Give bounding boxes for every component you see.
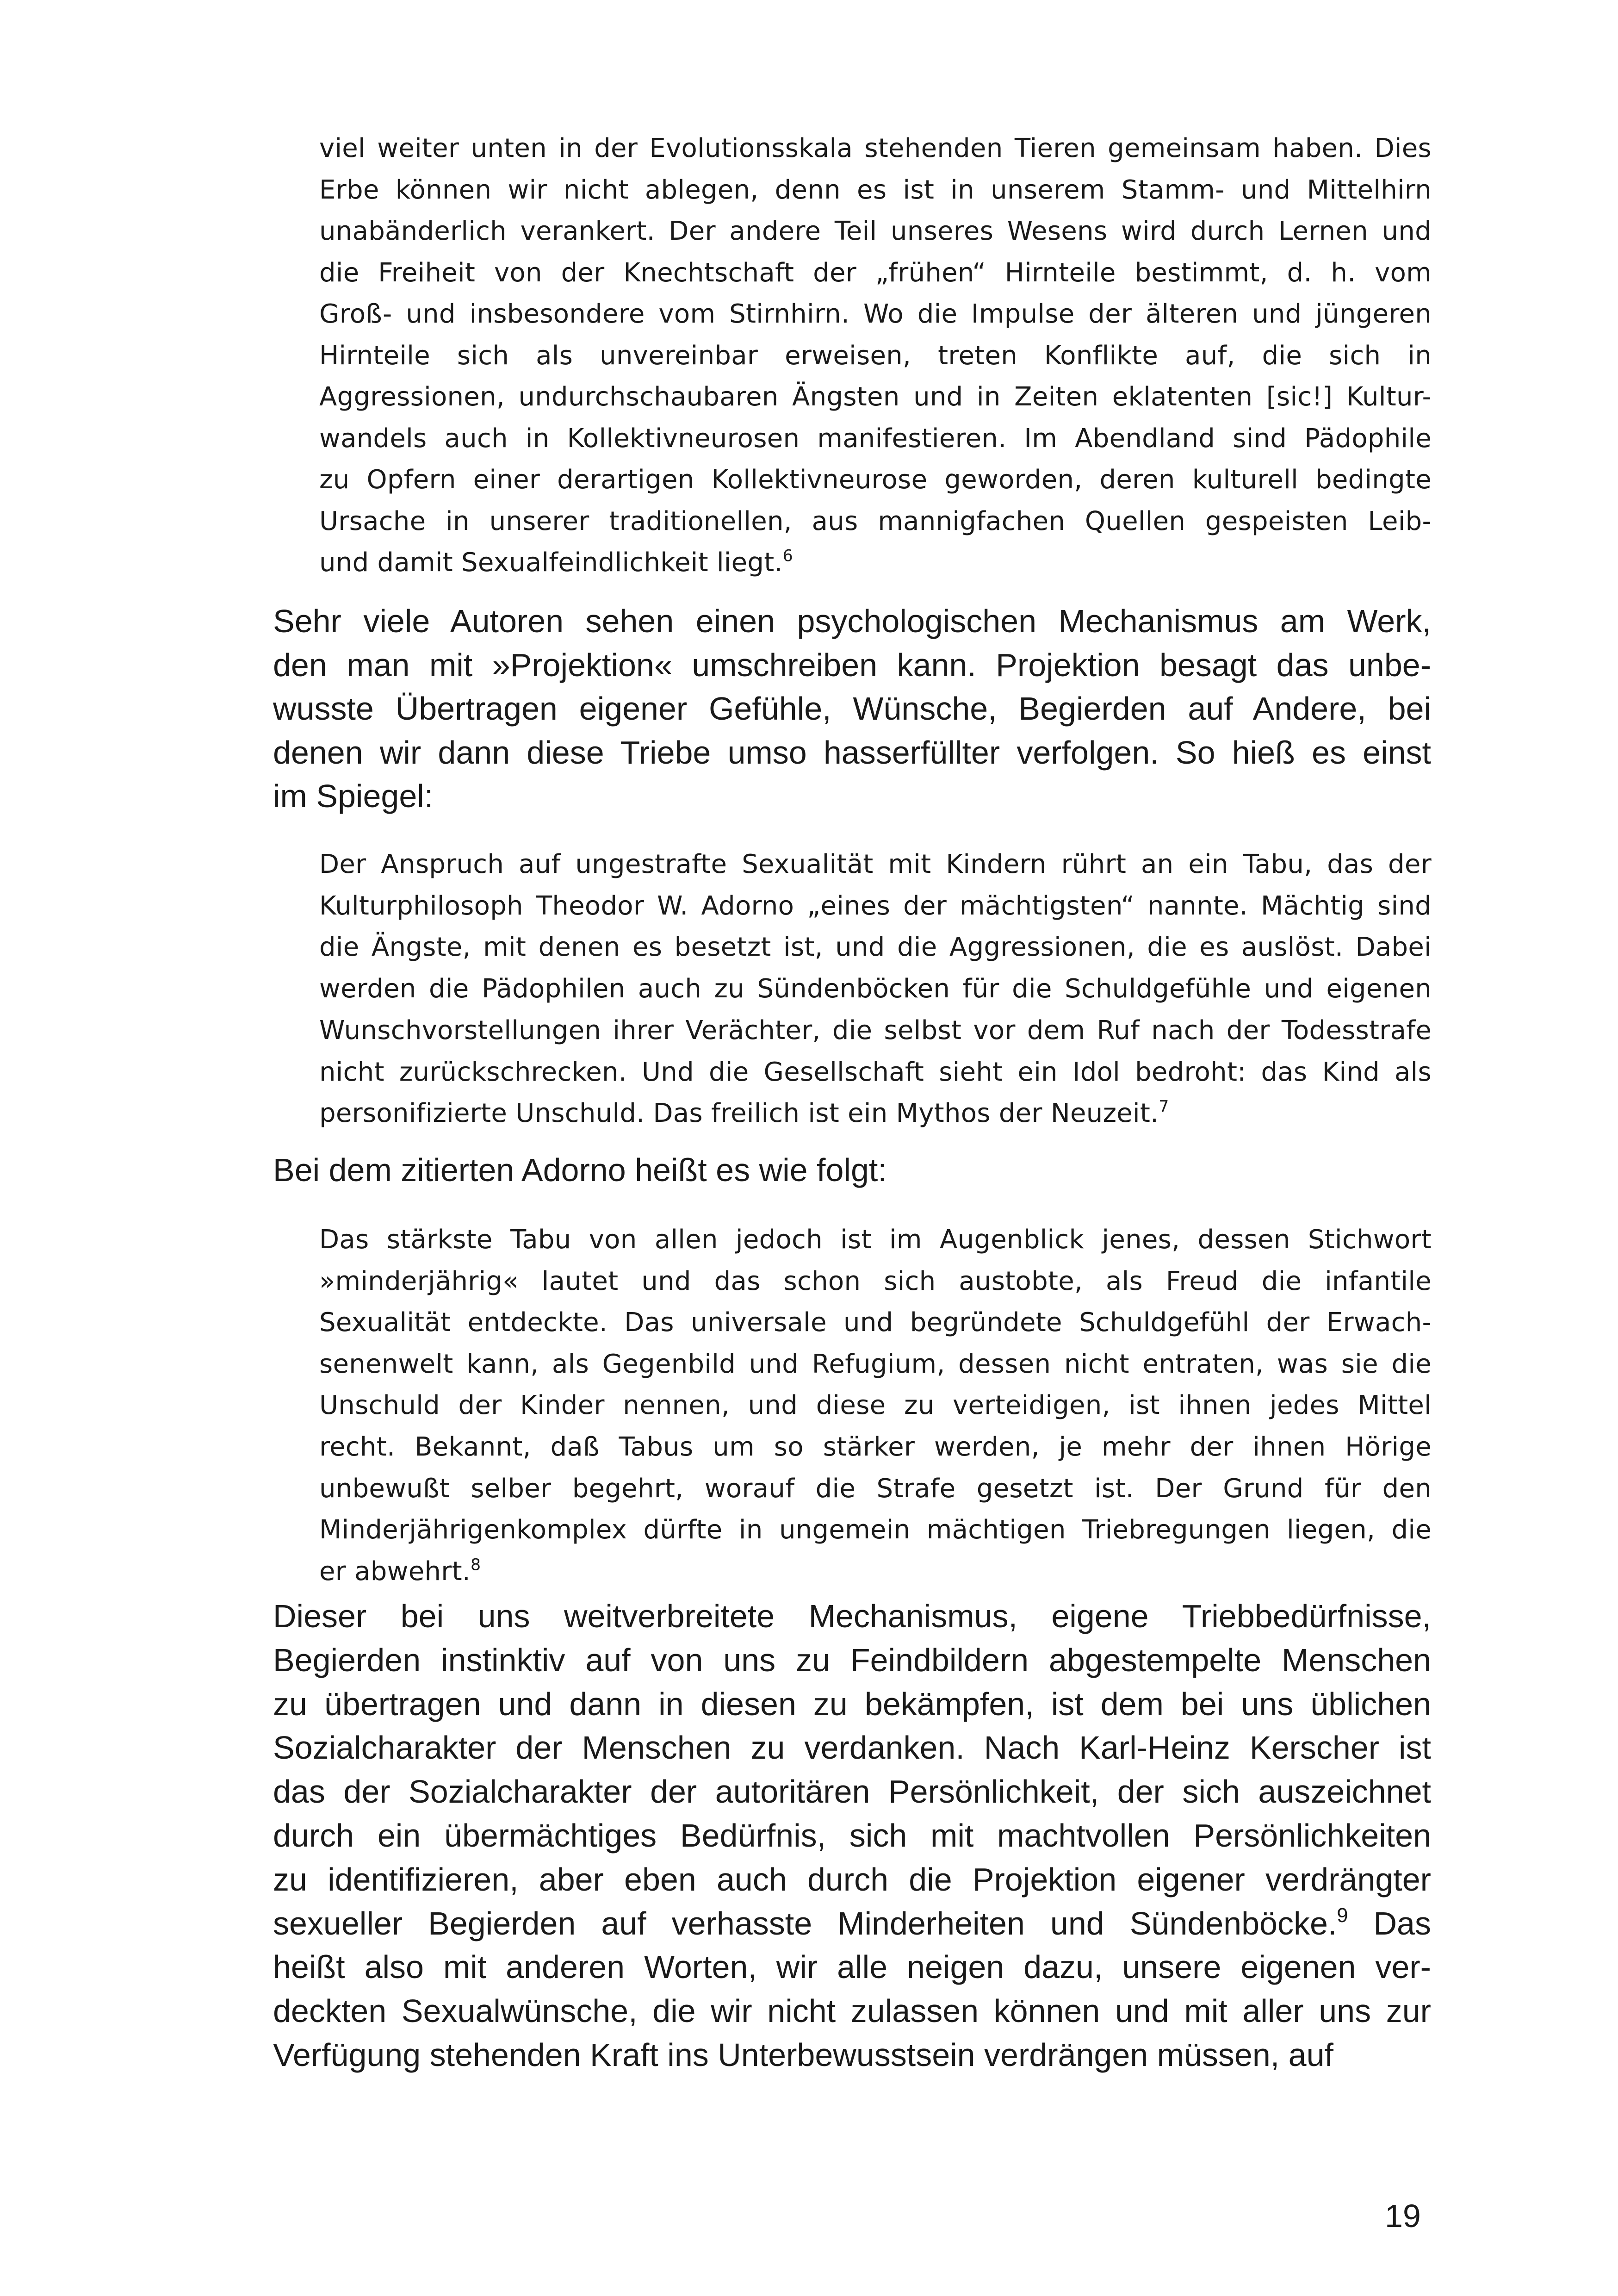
text-line: Sehr viele Autoren sehen einen psychologischen Mechanismus am Werk, [273,603,1431,639]
text-line: die Freiheit von der Knechtschaft der „frühen“ Hirnteile bestimmt, d. h. vom [319,257,1432,288]
text-line: Dieser bei uns weitverbreitete Mechanismus, eigene Triebbedürfnisse, [273,1598,1431,1634]
text-line: senenwelt kann, als Gegenbild und Refugium, dessen nicht entraten, was sie die [319,1349,1432,1379]
text-line: Groß- und insbesondere vom Stirnhirn. Wo die Impulse der älteren und jüngeren [319,299,1432,329]
text-line: Wunschvorstellungen ihrer Verächter, die selbst vor dem Ruf nach der Todesstrafe [319,1015,1432,1045]
page-number: 19 [1385,2198,1421,2234]
text-line: wandels auch in Kollektivneurosen manifestieren. Im Abendland sind Pädophile [319,423,1432,454]
text-line: sexueller Begierden auf verhasste Minderheiten und Sündenböcke.$^9$ Das [273,1904,1431,1941]
text-line: Kulturphilosoph Theodor W. Adorno „eines der mächtigsten“ nannte. Mächtig sind [319,890,1432,921]
text-line: viel weiter unten in der Evolutionsskala stehenden Tieren gemeinsam haben. Dies [319,133,1432,163]
footnote-marker[interactable]: 7 [1159,1097,1169,1116]
footnote-marker[interactable]: 6 [782,547,794,566]
text-line: Begierden instinktiv auf von uns zu Feindbildern abgestempelte Menschen [273,1642,1431,1678]
text-line: zu identifizieren, aber eben auch durch die Projektion eigener verdrängter [273,1861,1431,1898]
text-line: »minderjährig« lautet und das schon sich austobte, als Freud die infantile [319,1266,1432,1296]
text-line: werden die Pädophilen auch zu Sündenböcken für die Schuldgefühle und eigenen [319,974,1432,1004]
text-line: durch ein übermächtiges Bedürfnis, sich mit machtvollen Persönlichkeiten [273,1817,1431,1854]
text-line: unabänderlich verankert. Der andere Teil unseres Wesens wird durch Lernen und [319,216,1432,246]
text-line: das der Sozialcharakter der autoritären Persönlichkeit, der sich auszeichnet [273,1773,1431,1810]
text-line: und damit Sexualfeindlichkeit liegt.$^6$ [319,547,794,578]
text-line: er abwehrt.$^8$ [319,1556,481,1587]
text-line: Sexualität entdeckte. Das universale und begründete Schuldgefühl der Erwach- [319,1307,1432,1338]
text-line: denen wir dann diese Triebe umso hasserfüllter verfolgen. So hieß es einst [273,734,1431,771]
text-line: Verfügung stehenden Kraft ins Unterbewusstsein verdrängen müssen, auf [273,2037,1333,2073]
footnote-marker[interactable]: 8 [470,1556,481,1574]
text-line: deckten Sexualwünsche, die wir nicht zulassen können und mit aller uns zur [273,1993,1431,2029]
text-line: Bei dem zitierten Adorno heißt es wie folgt: [273,1152,887,1188]
text-line: Unschuld der Kinder nennen, und diese zu verteidigen, ist ihnen jedes Mittel [319,1390,1432,1421]
text-line: Das stärkste Tabu von allen jedoch ist im Augenblick jenes, dessen Stichwort [319,1225,1432,1255]
text-line: Aggressionen, undurchschaubaren Ängsten und in Zeiten eklatenten [sic!] Kultur- [319,382,1432,412]
text-line: den man mit »Projektion« umschreiben kann. Projektion besagt das unbe- [273,647,1431,683]
text-line: Erbe können wir nicht ablegen, denn es ist in unserem Stamm- und Mittelhirn [319,174,1432,205]
text-line: heißt also mit anderen Worten, wir alle neigen dazu, unsere eigenen ver- [273,1949,1431,1985]
text-line: Sozialcharakter der Menschen zu verdanken. Nach Karl-Heinz Kerscher ist [273,1730,1431,1766]
text-line: die Ängste, mit denen es besetzt ist, und die Aggressionen, die es auslöst. Dabei [319,932,1432,963]
text-line: zu übertragen und dann in diesen zu bekämpfen, ist dem bei uns üblichen [273,1686,1431,1722]
text-line: nicht zurückschrecken. Und die Gesellschaft sieht ein Idol bedroht: das Kind als [319,1057,1432,1087]
text-line: recht. Bekannt, daß Tabus um so stärker werden, je mehr der ihnen Hörige [319,1432,1432,1462]
footnote-marker[interactable]: 9 [1337,1904,1348,1927]
text-line: Der Anspruch auf ungestrafte Sexualität mit Kindern rührt an ein Tabu, das der [319,849,1432,879]
text-line: Hirnteile sich als unvereinbar erweisen, treten Konflikte auf, die sich in [319,340,1432,371]
text-line: zu Opfern einer derartigen Kollektivneurose geworden, deren kulturell bedingte [319,465,1432,495]
text-line: im Spiegel: [273,778,434,814]
text-line: wusste Übertragen eigener Gefühle, Wünsche, Begierden auf Andere, bei [273,691,1431,727]
text-line: personifizierte Unschuld. Das freilich ist ein Mythos der Neuzeit.$^7$ [319,1097,1169,1129]
text-line: Minderjährigenkomplex dürfte in ungemein mächtigen Triebregungen liegen, die [319,1515,1432,1545]
text-line: unbewußt selber begehrt, worauf die Strafe gesetzt ist. Der Grund für den [319,1473,1432,1504]
text-line: Ursache in unserer traditionellen, aus mannigfachen Quellen gespeisten Leib- [319,506,1432,536]
